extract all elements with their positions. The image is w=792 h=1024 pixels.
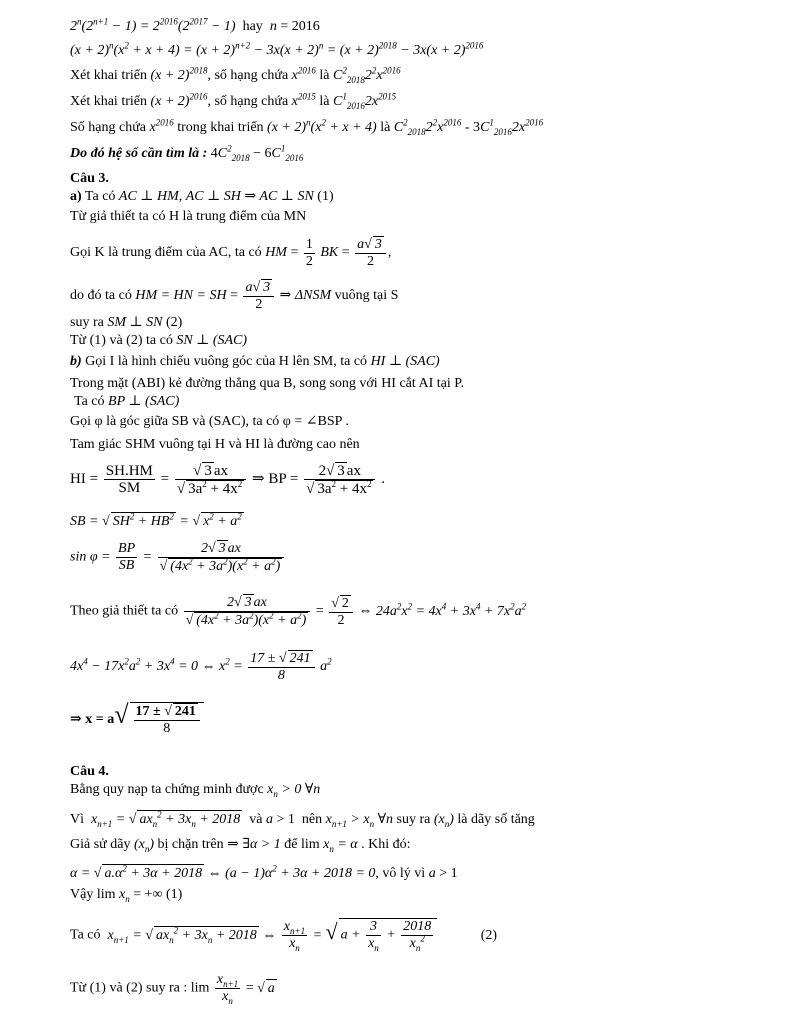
line-shm: Tam giác SHM vuông tại H và HI là đường cao nên xyxy=(70,437,360,452)
line-nsm: do đó ta có HM = HN = SH = $\frac{a√ 3}{2}$ ⇒ ΔNSM vuông tại S xyxy=(70,280,399,312)
line-gia-su: Giả sử dãy $(x_n)$ bị chặn trên ⇒ ∃α > 1 để $\lim x_n = \alpha$ . Khi đó: xyxy=(70,837,411,854)
line-sn-sac: Từ (1) và (2) ta có SN ⊥ (SAC) xyxy=(70,333,248,348)
line-vi: Vì $x_{n+1}$ = √ $ax_n^2 + 3x_n + 2018$ và a > 1 nên $x_{n+1} > x_n$ ∀n suy ra $(x_n)$ là dãy số tăng xyxy=(70,809,535,829)
line-3: Xét khai triển $(x + 2)^{2018}$, số hạng chứa $x^{2016}$ là $C^2_{2018}2^2x^{2016}$ xyxy=(70,65,401,85)
line-alpha: α = √ $a.\alpha^2 + 3\alpha + 2018$ ⇔ $(a - 1)\alpha^2 + 3\alpha + 2018 = 0$, vô lý vì a > 1 xyxy=(70,863,458,881)
formula-sb: SB = √ $SH^2 + HB^2$ = √ $x^2 + a^2$ xyxy=(70,511,242,529)
formula-x-result: ⇒ x = a√ $\frac{17 \pm √ 241}{8}$ xyxy=(70,702,204,737)
line-theo-gt: Theo giả thiết ta có $\frac{2√ 3 ax}{√ (4x^2 + 3a^2)(x^2 + a^2)}$ = $\frac{√ 2}{2}$ ⇔ $24a^2x^2 = 4x^4 + 3x^4 + 7x^2a^2$ xyxy=(70,595,527,628)
line-abi: Trong mặt (ABI) kẻ đường thẳng qua B, song song với HI cắt AI tại P. xyxy=(70,376,465,391)
line-4: Xét khai triển $(x + 2)^{2016}$, số hạng chứa $x^{2015}$ là $C^1_{2016}2x^{2015}$ xyxy=(70,91,397,111)
line-vay: Vậy $\lim x_n$ = +∞ (1) xyxy=(70,887,183,904)
line-phi: Gọi φ là góc giữa SB và (SAC), ta có φ = ∠BSP . xyxy=(70,414,349,429)
formula-hi: HI = $\frac{SH.HM}{SM}$ = $\frac{√ 3 ax}{√ 3a^2 + 4x^2}$ ⇒ BP = $\frac{2√ 3 ax}{√ 3a^2 + 4x^2}$ . xyxy=(70,463,385,497)
line-6: Do đó hệ số cần tìm là : $4C^2_{2018} - 6C^1_{2016}$ xyxy=(70,143,304,163)
line-cau3-b: b) Gọi I là hình chiếu vuông góc của H lên SM, ta có HI ⊥ (SAC) xyxy=(70,354,440,369)
line-sm-sn: suy ra SM ⊥ SN (2) xyxy=(70,315,183,330)
formula-quartic: $4x^4 - 17x^2a^2 + 3x^4 = 0$ ⇔ $x^2$ = $\frac{17 \pm √ 241}{8}$ $a^2$ xyxy=(70,651,332,683)
line-h-midpoint: Từ giả thiết ta có H là trung điểm của MN xyxy=(70,209,307,224)
line-2: $(x + 2)^n(x^2 + x + 4) = (x + 2)^{n+2} - 3x(x + 2)^n = (x + 2)^{2018} - 3x(x + 2)^{2016}$ xyxy=(70,40,484,58)
line-cau3-a: a) Ta có AC ⊥ HM, AC ⊥ SH ⇒ AC ⊥ SN (1) xyxy=(70,189,334,204)
heading-cau-4: Câu 4. xyxy=(70,764,109,779)
line-k-midpoint: Gọi K là trung điểm của AC, ta có HM = $\frac{1}{2}$ BK = $\frac{a√ 3}{2}$ , xyxy=(70,236,392,269)
line-tu-1-2: Từ (1) và (2) suy ra : lim $\frac{x_{n+1}}{x_n}$ = √ a xyxy=(70,972,275,1006)
line-ta-co: Ta có $x_{n+1}$ = √ $ax_n^2 + 3x_n + 2018$ ⇔ $\frac{x_{n+1}}{x_n}$ = √ a + $\frac{3}{x_n}$ + $\frac{2018}{x_n^2}$ (2) xyxy=(70,918,498,953)
line-quy-nap: Bằng quy nạp ta chứng minh được $x_n > 0$ ∀n xyxy=(70,782,321,799)
heading-cau-3: Câu 3. xyxy=(70,171,109,186)
line-bp-sac: Ta có BP ⊥ (SAC) xyxy=(74,394,180,409)
formula-sin: sin φ = $\frac{BP}{SB}$ = $\frac{2√ 3 ax}{√ (4x^2 + 3a^2)(x^2 + a^2)}$ xyxy=(70,540,286,575)
line-1: $2^n(2^{n+1} - 1) = 2^{2016}(2^{2017} - 1)$ hay n = 2016 xyxy=(70,16,320,34)
line-5: Số hạng chứa $x^{2016}$ trong khai triển $(x + 2)^n(x^2 + x + 4)$ là $C^2_{2018}2^2x^{2016} - 3C^1_{2016}2x^{2016}$ xyxy=(70,117,544,137)
